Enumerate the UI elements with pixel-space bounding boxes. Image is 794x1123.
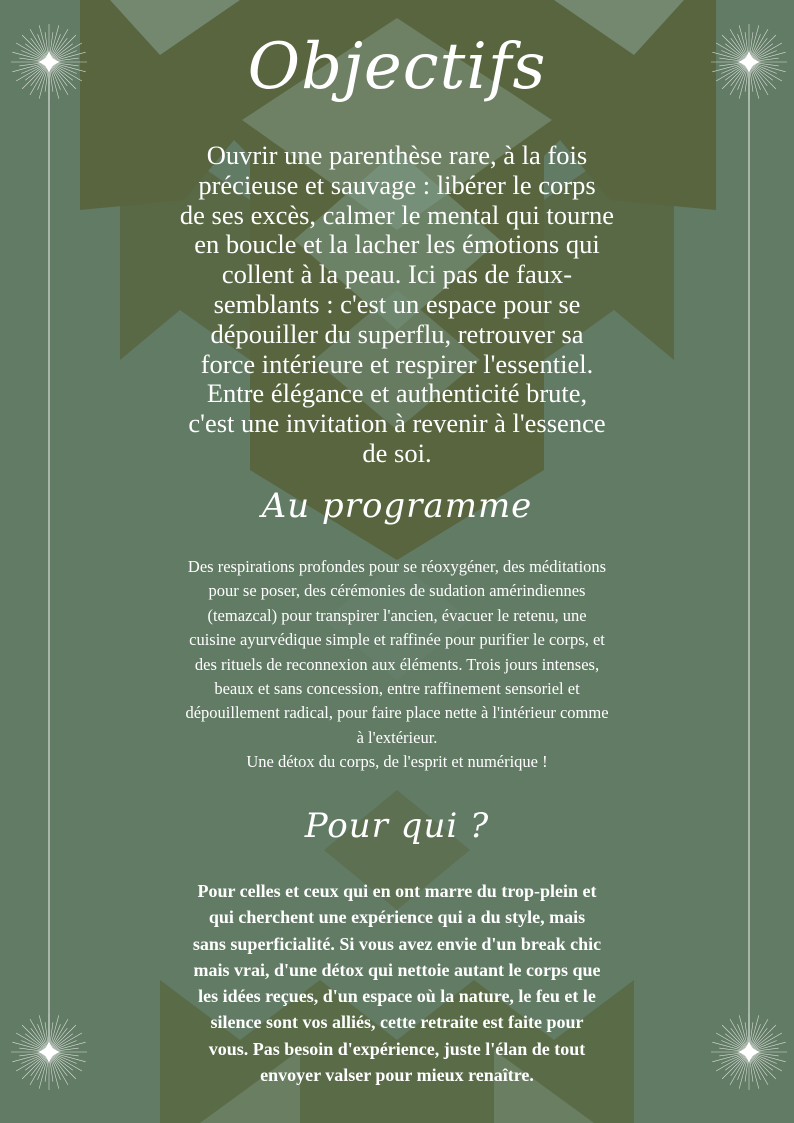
text-line: dépouillement radical, pour faire place nette à l'intérieur comme [185,703,609,723]
text-line: à l'extérieur. [356,727,438,747]
text-line: beaux et sans concession, entre raffinement sensoriel et [214,679,580,699]
text-line: les idées reçues, d'un espace où la nature, le feu et le [198,986,596,1007]
text-line: (temazcal) pour transpirer l'ancien, évacuer le retenu, une [207,605,587,625]
text-line: mais vrai, d'une détox qui nettoie autant le corps que [193,959,601,980]
text-line: des rituels de reconnexion aux éléments. Trois jours intenses, [194,654,600,674]
text-line: c'est une invitation à revenir à l'essence [188,408,606,439]
text-line: sans superficialité. Si vous avez envie d'un break chic [192,933,602,954]
text-line: en boucle et la lacher les émotions qui [194,229,600,260]
section-title-objectifs: Objectifs [247,30,547,104]
text-line: qui cherchent une expérience qui a du style, mais [208,907,586,928]
text-line: de ses excès, calmer le mental qui tourne [179,199,615,230]
text-line: semblants : c'est un espace pour se [213,288,581,319]
text-line: précieuse et sauvage : libérer le corps [198,169,596,200]
section-title-programme: Au programme [261,486,533,526]
pour-qui-paragraph [112,878,682,1088]
text-line: Entre élégance et authenticité brute, [206,378,588,409]
text-line: dépouiller du superflu, retrouver sa [210,318,584,349]
text-line: vous. Pas besoin d'expérience, juste l'élan de tout [208,1038,586,1059]
programme-paragraph [100,555,694,775]
text-line: pour se poser, des cérémonies de sudation amérindiennes [208,581,586,601]
text-line: envoyer valser pour mieux renaître. [260,1065,534,1086]
text-line: Pour celles et ceux qui en ont marre du trop-plein et [197,881,597,901]
text-line: Une détox du corps, de l'esprit et numérique ! [246,752,548,772]
text-line: silence sont vos alliés, cette retraite est faite pour [210,1012,584,1033]
text-line: collent à la peau. Ici pas de faux- [221,259,573,290]
text-line: de soi. [362,437,432,468]
text-line: Des respirations profondes pour se réoxygéner, des méditations [187,557,607,576]
text-line: Ouvrir une parenthèse rare, à la fois [206,140,588,170]
section-title-pour-qui: Pour qui ? [304,806,490,846]
objectifs-paragraph [120,141,674,469]
text-line: force intérieure et respirer l'essentiel. [200,348,594,379]
text-line: cuisine ayurvédique simple et raffinée pour purifier le corps, et [189,630,605,650]
